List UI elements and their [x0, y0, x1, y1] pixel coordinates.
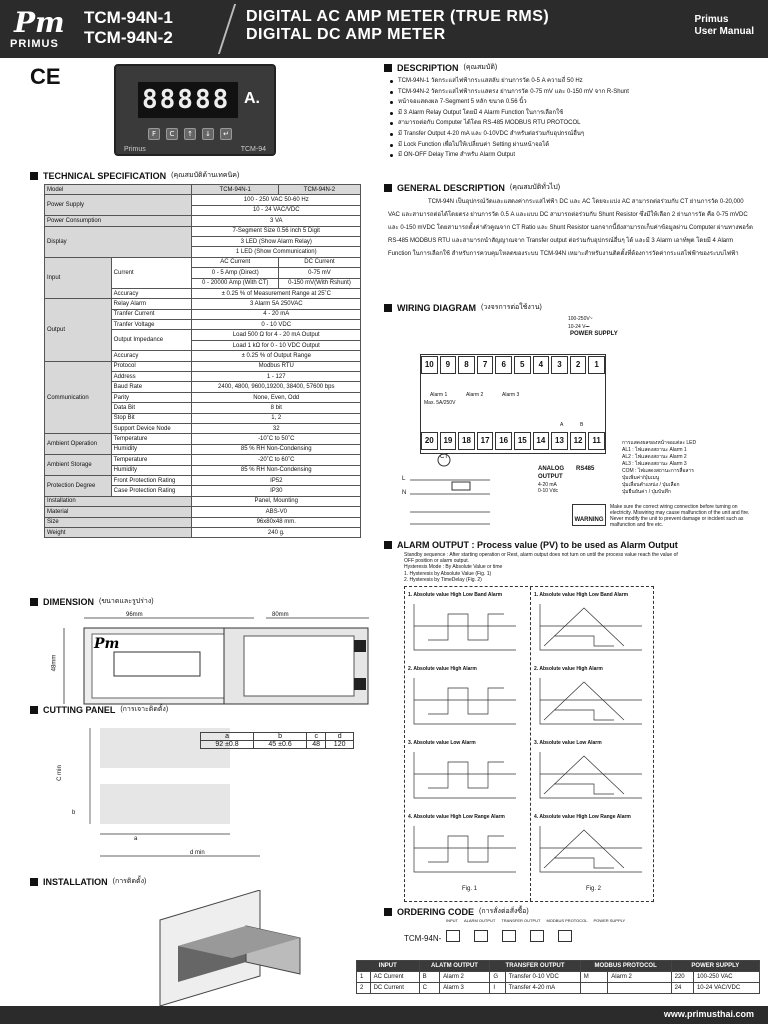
cell: 7-Segment Size 0.56 inch 5 Digit [192, 226, 361, 236]
device-button: ↵ [220, 128, 232, 140]
section-title: TECHNICAL SPECIFICATION [43, 170, 167, 181]
cell: Parity [111, 392, 192, 402]
cell: Baud Rate [111, 382, 192, 392]
terminal-number: 18 [458, 432, 475, 450]
table-row [45, 455, 361, 465]
code-label: INPUT [446, 918, 458, 923]
cell: 92 ±0.8 [201, 741, 254, 749]
cell: Model [45, 185, 192, 195]
cell: 240 g. [192, 527, 361, 537]
section-sub: (คุณสมบัติทั่วไป) [509, 184, 561, 191]
section-sub: (คุณสมบัติด้านเทคนิค) [171, 172, 240, 179]
legend-item: ปุ่มยืนยันค่า / ปุ่มบันทึก [622, 489, 671, 495]
cell: IP52 [192, 475, 361, 485]
cell: 0-150 mV(With Rshunt) [278, 278, 360, 288]
section-sub: (การสั่งต่อสั่งซื้อ) [479, 908, 529, 915]
note-line: Standby sequence : After starting operation or Rest, alarm output does not turn on until the process value reach the value of [404, 552, 678, 558]
cell: 0 - 5 Amp (Direct) [192, 268, 278, 278]
bullet-square-icon [384, 908, 392, 916]
cell: Relay Alarm [111, 299, 192, 309]
cell: Ambient Storage [45, 455, 112, 476]
cell: 4 - 20 mA [192, 309, 361, 319]
cell: Load 1 kΩ for 0 - 10 VDC Output [192, 340, 361, 350]
brand-name: PRIMUS [10, 38, 59, 50]
cell: TRANSFER OUTPUT [490, 961, 580, 972]
code-box [474, 930, 488, 942]
cell: G [490, 972, 505, 983]
legend-item: การแสดงผลของหน้าจอแต่ละ LED [622, 440, 697, 446]
table-row [45, 496, 361, 506]
alarm-graph-title: 3. Absolute value Low Alarm [408, 740, 476, 746]
terminal-number: 6 [495, 356, 512, 374]
device-unit: A. [244, 90, 260, 107]
list-item: สามารถต่อกับ Computer ได้โดย RS-485 MODBUS RTU PROTOCOL [388, 118, 750, 129]
title-ac: DIGITAL AC AMP METER (TRUE RMS) [246, 8, 550, 25]
cell: -10˚C to 50˚C [192, 434, 361, 444]
list-item: มี Transfer Output 4-20 mA และ 0-10VDC สำหรับต่อร่วมกับอุปกรณ์อื่นๆ [388, 129, 750, 140]
note-line: OFF position or alarm output. [404, 558, 470, 565]
cell: 120 [326, 741, 354, 749]
ps-label: POWER SUPPLY [570, 331, 618, 337]
dimension-heading [30, 596, 154, 607]
rs485-label: RS485 [576, 466, 595, 472]
warning-text: Make sure the correct wiring connection before turning on electricity. Miswiring may cause malfunction of the unit and fire. Never modify the unit to prevent damage or incident such as malfunction and fire etc. [610, 504, 750, 528]
section-sub: (วงจรการต่อใช้งาน) [481, 304, 542, 311]
cell: TCM-94N-2 [278, 185, 360, 195]
cell: 1 [357, 972, 371, 983]
legend-item: AL2 : ไฟแสดงสถานะ Alarm 2 [622, 454, 687, 460]
cell: Current [111, 257, 192, 288]
alarm-graph [408, 600, 520, 656]
ct-label: CT [440, 454, 448, 460]
table-row [45, 257, 361, 267]
cell: 3 Alarm 5A 250VAC [192, 299, 361, 309]
table-row [45, 216, 361, 226]
table-row [201, 733, 354, 741]
cell: 0 - 20000 Amp (With CT) [192, 278, 278, 288]
section-sub: (การเจาะติดตั้ง) [120, 706, 169, 713]
dim-height: 48mm [51, 654, 58, 672]
table-row [357, 983, 760, 994]
cell: 2400, 4800, 9600,19200, 38400, 57600 bps [192, 382, 361, 392]
cell: IP30 [192, 486, 361, 496]
terminal-number: 16 [495, 432, 512, 450]
cell: B [419, 972, 440, 983]
cell: Installation [45, 496, 192, 506]
cell: Tranfer Voltage [111, 320, 192, 330]
alarm-graph-title: 4. Absolute value High Low Range Alarm [408, 814, 505, 820]
code-box [530, 930, 544, 942]
cell: Load 500 Ω for 4 - 20 mA Output [192, 330, 361, 340]
cell [608, 983, 671, 994]
cell: 0 - 10 VDC [192, 320, 361, 330]
cell: Display [45, 226, 192, 257]
cell: Ambient Operation [45, 434, 112, 455]
table-row [45, 185, 361, 195]
code-label: MODBUS PROTOCOL [546, 918, 588, 923]
cell: Accuracy [111, 288, 192, 298]
spec-table [44, 184, 361, 538]
cutting-panel-heading [30, 704, 168, 715]
cell: 3 VA [192, 216, 361, 226]
cell: -20˚C to 60˚C [192, 455, 361, 465]
cell: Communication [45, 361, 112, 434]
cell: M [580, 972, 607, 983]
legend-item: ปุ่มเพิ่มค่า/ปุ่มเมนู [622, 475, 660, 481]
ps-ac: 100-250V~ [568, 316, 593, 322]
cell: 220 [671, 972, 693, 983]
alarm1-label: Alarm 1 [430, 392, 448, 398]
tech-spec-heading [30, 170, 239, 181]
device-button: ↑ [184, 128, 196, 140]
terminal-number: 8 [458, 356, 475, 374]
terminal-number: 13 [551, 432, 568, 450]
model-1: TCM-94N-1 [84, 8, 173, 27]
note-line: Hysteresis Mode : By Absolute Value or time [404, 564, 503, 571]
note-line: 1. Hysteresis by Absolute Value (Fig. 1) [404, 570, 492, 577]
order-code-boxes [446, 930, 572, 942]
device-button: ↓ [202, 128, 214, 140]
alarm2-label: Alarm 2 [466, 392, 484, 398]
cell: Humidity [111, 444, 192, 454]
table-row [357, 972, 760, 983]
line-n: N [402, 490, 407, 496]
cell: a [201, 733, 254, 741]
terminal-number: 20 [421, 432, 438, 450]
logo-mark: Pm [14, 6, 65, 39]
svg-text:Pm: Pm [94, 636, 120, 652]
cell: Data Bit [111, 403, 192, 413]
cell: 2 [357, 983, 371, 994]
cell: Modbus RTU [192, 361, 361, 371]
alarm-graph-title: 4. Absolute value High Low Range Alarm [534, 814, 631, 820]
analog-ma: 4-20 mA [538, 482, 557, 488]
user-manual-label [695, 14, 754, 38]
cell: 85 % RH Non-Condensing [192, 444, 361, 454]
rs-b: B [580, 422, 584, 428]
terminal-number: 3 [551, 356, 568, 374]
title-dc: DIGITAL DC AMP METER [246, 26, 446, 43]
cell: d [326, 733, 354, 741]
analog-label: ANALOG [538, 466, 564, 472]
cell: ± 0.25 % of Measurement Range at 25˚C [192, 288, 361, 298]
terminal-number: 11 [588, 432, 605, 450]
alarm-graph-title: 3. Absolute value Low Alarm [534, 740, 602, 746]
dim-width: 96mm [126, 612, 143, 618]
alarm-rating: Max. 5A/250V [424, 400, 456, 406]
cell: DC Current [370, 983, 419, 994]
ordering-table [356, 960, 760, 994]
analog-v: 0-10 Vdc [538, 488, 559, 494]
cell: 10 - 24 VAC/VDC [192, 205, 361, 215]
device-button: C [166, 128, 178, 140]
cell: 24 [671, 983, 693, 994]
terminal-number: 7 [477, 356, 494, 374]
terminal-number: 14 [533, 432, 550, 450]
primus-logo [10, 6, 80, 52]
terminal-bottom-row [420, 432, 606, 450]
list-item: มี Lock Function เพื่อไม่ให้เปลี่ยนค่า Setting ผ่านหน้าจอได้ [388, 140, 750, 151]
table-row [201, 741, 354, 749]
cell: Input [45, 257, 112, 299]
bullet-square-icon [30, 878, 38, 886]
cell: 48 [307, 741, 326, 749]
terminal-number: 9 [440, 356, 457, 374]
cell: 1, 2 [192, 413, 361, 423]
note-line: 2. Hysteresis by TimeDelay (Fig. 2) [404, 576, 482, 583]
line-l: L [402, 476, 406, 482]
wiring-heading [384, 302, 542, 313]
cell: Case Protection Rating [111, 486, 192, 496]
cell: None, Even, Odd [192, 392, 361, 402]
section-sub: (คุณสมบัติ) [463, 64, 498, 71]
ordering-heading [384, 906, 529, 917]
table-row [45, 361, 361, 371]
cell: Transfer 4-20 mA [505, 983, 580, 994]
ps-dc: 10-24 V⎓ [568, 324, 590, 330]
section-title: DESCRIPTION [397, 62, 459, 73]
code-box [558, 930, 572, 942]
terminal-number: 17 [477, 432, 494, 450]
terminal-number: 19 [440, 432, 457, 450]
terminal-number: 10 [421, 356, 438, 374]
cell: 45 ±0.6 [254, 741, 307, 749]
alarm-graph-title: 2. Absolute value High Alarm [534, 666, 603, 672]
cell: ± 0.25 % of Output Range [192, 351, 361, 361]
alarm-graph [408, 674, 520, 730]
table-row [45, 517, 361, 527]
cell: Alarm 2 [608, 972, 671, 983]
bullet-square-icon [384, 64, 392, 72]
code-label: ALARM OUTPUT [464, 918, 496, 923]
cell: Material [45, 507, 192, 517]
table-row [357, 961, 760, 972]
cell: Support Device Node [111, 423, 192, 433]
table-row [45, 226, 361, 236]
table-row [45, 507, 361, 517]
product-titles [246, 8, 549, 44]
alarm-graph-title: 1. Absolute value High Low Band Alarm [534, 592, 629, 598]
cell: Humidity [111, 465, 192, 475]
list-item: TCM-94N-1 วัดกระแสไฟฟ้ากระแสสลับ ย่านการวัด 0-5 A ความถี่ 50 Hz [388, 76, 750, 87]
list-item: TCM-94N-2 วัดกระแสไฟฟ้ากระแสตรง ย่านการวัด 0-75 mV และ 0-150 mV จาก R-Shunt [388, 87, 750, 98]
output-label: OUTPUT [538, 474, 563, 480]
cell: 8 bit [192, 403, 361, 413]
cell: Address [111, 372, 192, 382]
cell: 96x80x48 mm. [192, 517, 361, 527]
cell: ALATM OUTPUT [419, 961, 490, 972]
list-item: มี 3 Alarm Relay Output โดยมี 4 Alarm Function ในการเลือกใช้ [388, 108, 750, 119]
terminal-number: 2 [570, 356, 587, 374]
ce-mark: CE [30, 64, 61, 89]
warning-box [572, 504, 606, 526]
table-row [45, 527, 361, 537]
alarm-graph [534, 822, 646, 878]
alarm-graph [534, 748, 646, 804]
fig2-label: Fig. 2 [586, 886, 602, 892]
cell: 100 - 250 VAC 50-60 Hz [192, 195, 361, 205]
terminal-number: 5 [514, 356, 531, 374]
terminal-number: 15 [514, 432, 531, 450]
bullet-square-icon [384, 184, 392, 192]
cell: 1 LED (Show Communication) [192, 247, 361, 257]
cell: Accuracy [111, 351, 192, 361]
cell: Transfer 0-10 VDC [505, 972, 580, 983]
fig1-label: Fig. 1 [462, 886, 478, 892]
alarm-notes [404, 552, 678, 583]
section-title: DIMENSION [43, 596, 95, 607]
cell: Alarm 2 [440, 972, 490, 983]
cell: AC Current [370, 972, 419, 983]
cell: Power Consumption [45, 216, 192, 226]
cell: ABS-V0 [192, 507, 361, 517]
dim-depth: 80mm [272, 612, 289, 618]
code-box [502, 930, 516, 942]
device-display: 88888 [138, 82, 238, 118]
cell: INPUT [357, 961, 420, 972]
description-heading [384, 62, 497, 73]
cell: 1 - 127 [192, 372, 361, 382]
section-title: ORDERING CODE [397, 906, 475, 917]
cell: 32 [192, 423, 361, 433]
code-box [446, 930, 460, 942]
terminal-top-row [420, 356, 606, 374]
cell: Output Impedance [111, 330, 192, 351]
model-names [84, 8, 173, 48]
alarm-graph [408, 822, 520, 878]
device-model: TCM-94 [240, 146, 266, 153]
cell: Stop Bit [111, 413, 192, 423]
bullet-square-icon [384, 304, 392, 312]
cut-label-d: d min [190, 850, 205, 856]
cutting-table [200, 732, 354, 749]
alarm-graph [534, 674, 646, 730]
cell: Protocol [111, 361, 192, 371]
dimension-drawing [44, 610, 374, 706]
bullet-square-icon [30, 706, 38, 714]
order-code-prefix: TCM-94N- [404, 934, 442, 943]
header-bar [0, 0, 768, 58]
cell: MODBUS PROTOCOL [580, 961, 671, 972]
alarm-graph-title: 2. Absolute value High Alarm [408, 666, 477, 672]
cell: Weight [45, 527, 192, 537]
cell: AC Current [192, 257, 278, 267]
order-code-labels [446, 918, 625, 923]
legend-item: COM : ไฟแสดงสถานะการสื่อสาร [622, 468, 694, 474]
terminal-number: 1 [588, 356, 605, 374]
bullet-square-icon [384, 541, 392, 549]
legend-item: AL1 : ไฟแสดงสถานะ Alarm 1 [622, 447, 687, 453]
cell: DC Current [278, 257, 360, 267]
rs-a: A [560, 422, 564, 428]
alarm-divider [530, 587, 531, 901]
cell: b [254, 733, 307, 741]
code-label: POWER SUPPLY [593, 918, 626, 923]
alarm3-label: Alarm 3 [502, 392, 520, 398]
installation-heading [30, 876, 146, 887]
alarm-graph-title: 1. Absolute value High Low Band Alarm [408, 592, 503, 598]
legend-item: AL3 : ไฟแสดงสถานะ Alarm 3 [622, 461, 687, 467]
terminal-number: 4 [533, 356, 550, 374]
header-divider [218, 4, 236, 54]
cut-label-a: a [134, 836, 138, 842]
section-sub: (การติดตั้ง) [112, 878, 147, 885]
section-title: ALARM OUTPUT : Process value (PV) to be used as Alarm Output [397, 540, 678, 550]
cell: Power Supply [45, 195, 192, 216]
cell: Front Protection Rating [111, 475, 192, 485]
section-title: CUTTING PANEL [43, 704, 116, 715]
cell: TCM-94N-1 [192, 185, 278, 195]
device-buttons [148, 128, 232, 140]
alarm-graph [408, 748, 520, 804]
cell: Temperature [111, 434, 192, 444]
table-row [45, 475, 361, 485]
cell: POWER SUPPLY [671, 961, 759, 972]
alarm-output-heading [384, 540, 678, 550]
bullet-square-icon [30, 598, 38, 606]
device-button: F [148, 128, 160, 140]
terminal-number: 12 [570, 432, 587, 450]
footer-bar [0, 1006, 768, 1024]
table-row [45, 434, 361, 444]
led-legend [622, 440, 762, 496]
cell: Tranfer Current [111, 309, 192, 319]
warning-label: WARNING [574, 517, 604, 523]
cell: 100-250 VAC [693, 972, 759, 983]
cell: C [419, 983, 440, 994]
cell: Temperature [111, 455, 192, 465]
manual-brand: Primus [694, 14, 729, 25]
cell [580, 983, 607, 994]
code-label: TRANSFER OUTPUT [501, 918, 541, 923]
cell: 10-24 VAC/VDC [693, 983, 759, 994]
cell: Size [45, 517, 192, 527]
list-item: มี ON-OFF Delay Time สำหรับ Alarm Output [388, 150, 750, 161]
cell: 3 LED (Show Alarm Relay) [192, 236, 361, 246]
cell: Protection Degree [45, 475, 112, 496]
section-sub: (ขนาดและรูปร่าง) [99, 598, 154, 605]
device-brand: Primus [124, 146, 146, 153]
cell: Panel, Mounting [192, 496, 361, 506]
model-2: TCM-94N-2 [84, 28, 173, 47]
general-description-text: TCM-94N เป็นอุปกรณ์วัดและแสดงค่ากระแสไฟฟ้า DC และ AC โดยจะแบ่ง AC สามารถต่อร่วมกับ CT ย่านการวัด 0-20,000 VAC และสามารถต่อได้โดยตรง ย่านการวัด 0.5 A และแบบ DC สามารถต่อร่วมกับ Shunt Resistor ซึ่งมีให้เลือก 2 ย่านการวัด คือ 0-75 mVDC และ 0-150 mVDC โดยสามารถตั้งค่าตัวคูณจาก CT Ratio และ Shunt Resistor นอกจากนี้ยังสามารถเก็บค่าข้อมูลผ่าน Computer ผ่านทางพอร์ต RS-485 MODBUS RTU และสามารถนำสัญญาณจาก Transfer output ต่อร่วมกับอุปกรณ์อื่นๆ ได้ และมี 3 Alarm เอาท์พุต โดยมี 4 Alarm Function ในการเลือกใช้ สำหรับการควบคุมโหลดของระบบ TCM-94N เหมาะสำหรับงานติดตั้งที่ต้องการวัดค่ากระแสไฟฟ้าของระบบไฟฟ้า [388, 199, 753, 257]
device-front-image [114, 64, 276, 156]
installation-drawing [150, 890, 330, 1006]
cell: Output [45, 299, 112, 361]
legend-item: ปุ่มเลื่อนตำแหน่ง / ปุ่มเลือก [622, 482, 680, 488]
description-list [388, 76, 750, 161]
cut-label-c: C min [56, 765, 63, 781]
footer-url: www.primusthai.com [663, 1009, 754, 1019]
alarm-graph [534, 600, 646, 656]
table-row [45, 299, 361, 309]
section-title: INSTALLATION [43, 876, 108, 887]
general-description-heading [384, 182, 560, 193]
table-row [45, 195, 361, 205]
manual-text: User Manual [694, 26, 754, 37]
cell: c [307, 733, 326, 741]
section-title: WIRING DIAGRAM [397, 302, 476, 313]
list-item: หน้าจอแสดงผล 7-Segment 5 หลัก ขนาด 0.56 นิ้ว [388, 97, 750, 108]
bullet-square-icon [30, 172, 38, 180]
section-title: GENERAL DESCRIPTION [397, 182, 505, 193]
cell: Alarm 3 [440, 983, 490, 994]
cell: I [490, 983, 505, 994]
cut-label-b: b [72, 810, 76, 816]
cell: 85 % RH Non-Condensing [192, 465, 361, 475]
cell: 0-75 mV [278, 268, 360, 278]
